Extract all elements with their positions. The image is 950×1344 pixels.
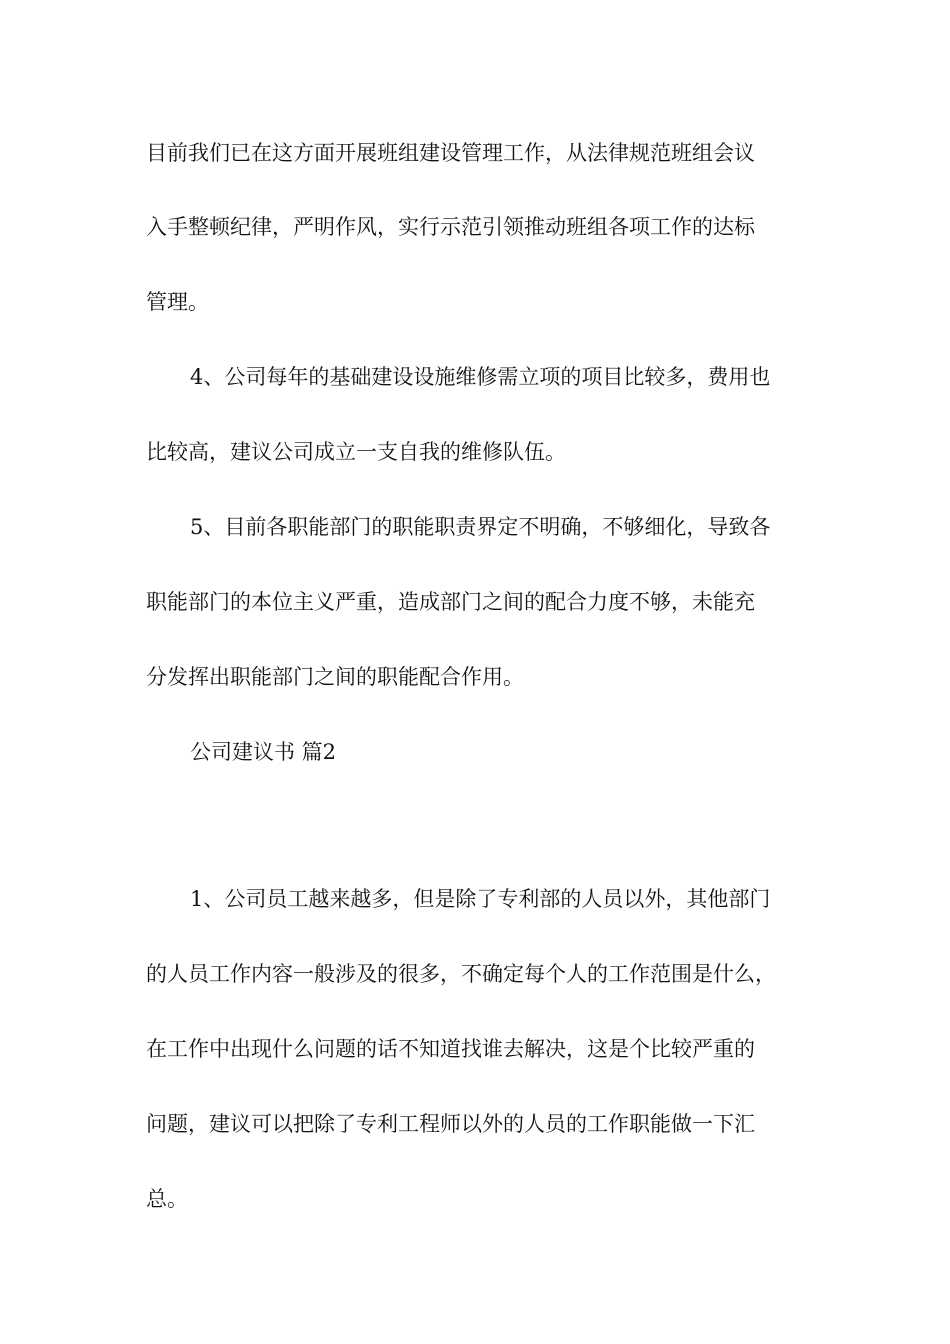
section-heading: 公司建议书 篇2 [190,740,337,764]
paragraph-line: 目前我们已在这方面开展班组建设管理工作，从法律规范班组会议 [146,141,755,165]
paragraph-line: 问题，建议可以把除了专利工程师以外的人员的工作职能做一下汇 [146,1112,755,1136]
paragraph-line: 1、公司员工越来越多，但是除了专利部的人员以外，其他部门 [190,887,771,911]
paragraph-line: 职能部门的本位主义严重，造成部门之间的配合力度不够，未能充 [146,590,755,614]
paragraph-line: 的人员工作内容一般涉及的很多，不确定每个人的工作范围是什么， [146,962,776,986]
paragraph-line: 分发挥出职能部门之间的职能配合作用。 [146,665,524,689]
paragraph-line: 5、目前各职能部门的职能职责界定不明确，不够细化，导致各 [190,515,771,539]
paragraph-line: 入手整顿纪律，严明作风，实行示范引领推动班组各项工作的达标 [146,215,755,239]
paragraph-line: 比较高，建议公司成立一支自我的维修队伍。 [146,440,566,464]
paragraph-line: 4、公司每年的基础建设设施维修需立项的项目比较多，费用也 [190,365,771,389]
paragraph-line: 管理。 [146,290,209,314]
paragraph-line: 在工作中出现什么问题的话不知道找谁去解决，这是个比较严重的 [146,1037,755,1061]
paragraph-line: 总。 [146,1187,188,1211]
